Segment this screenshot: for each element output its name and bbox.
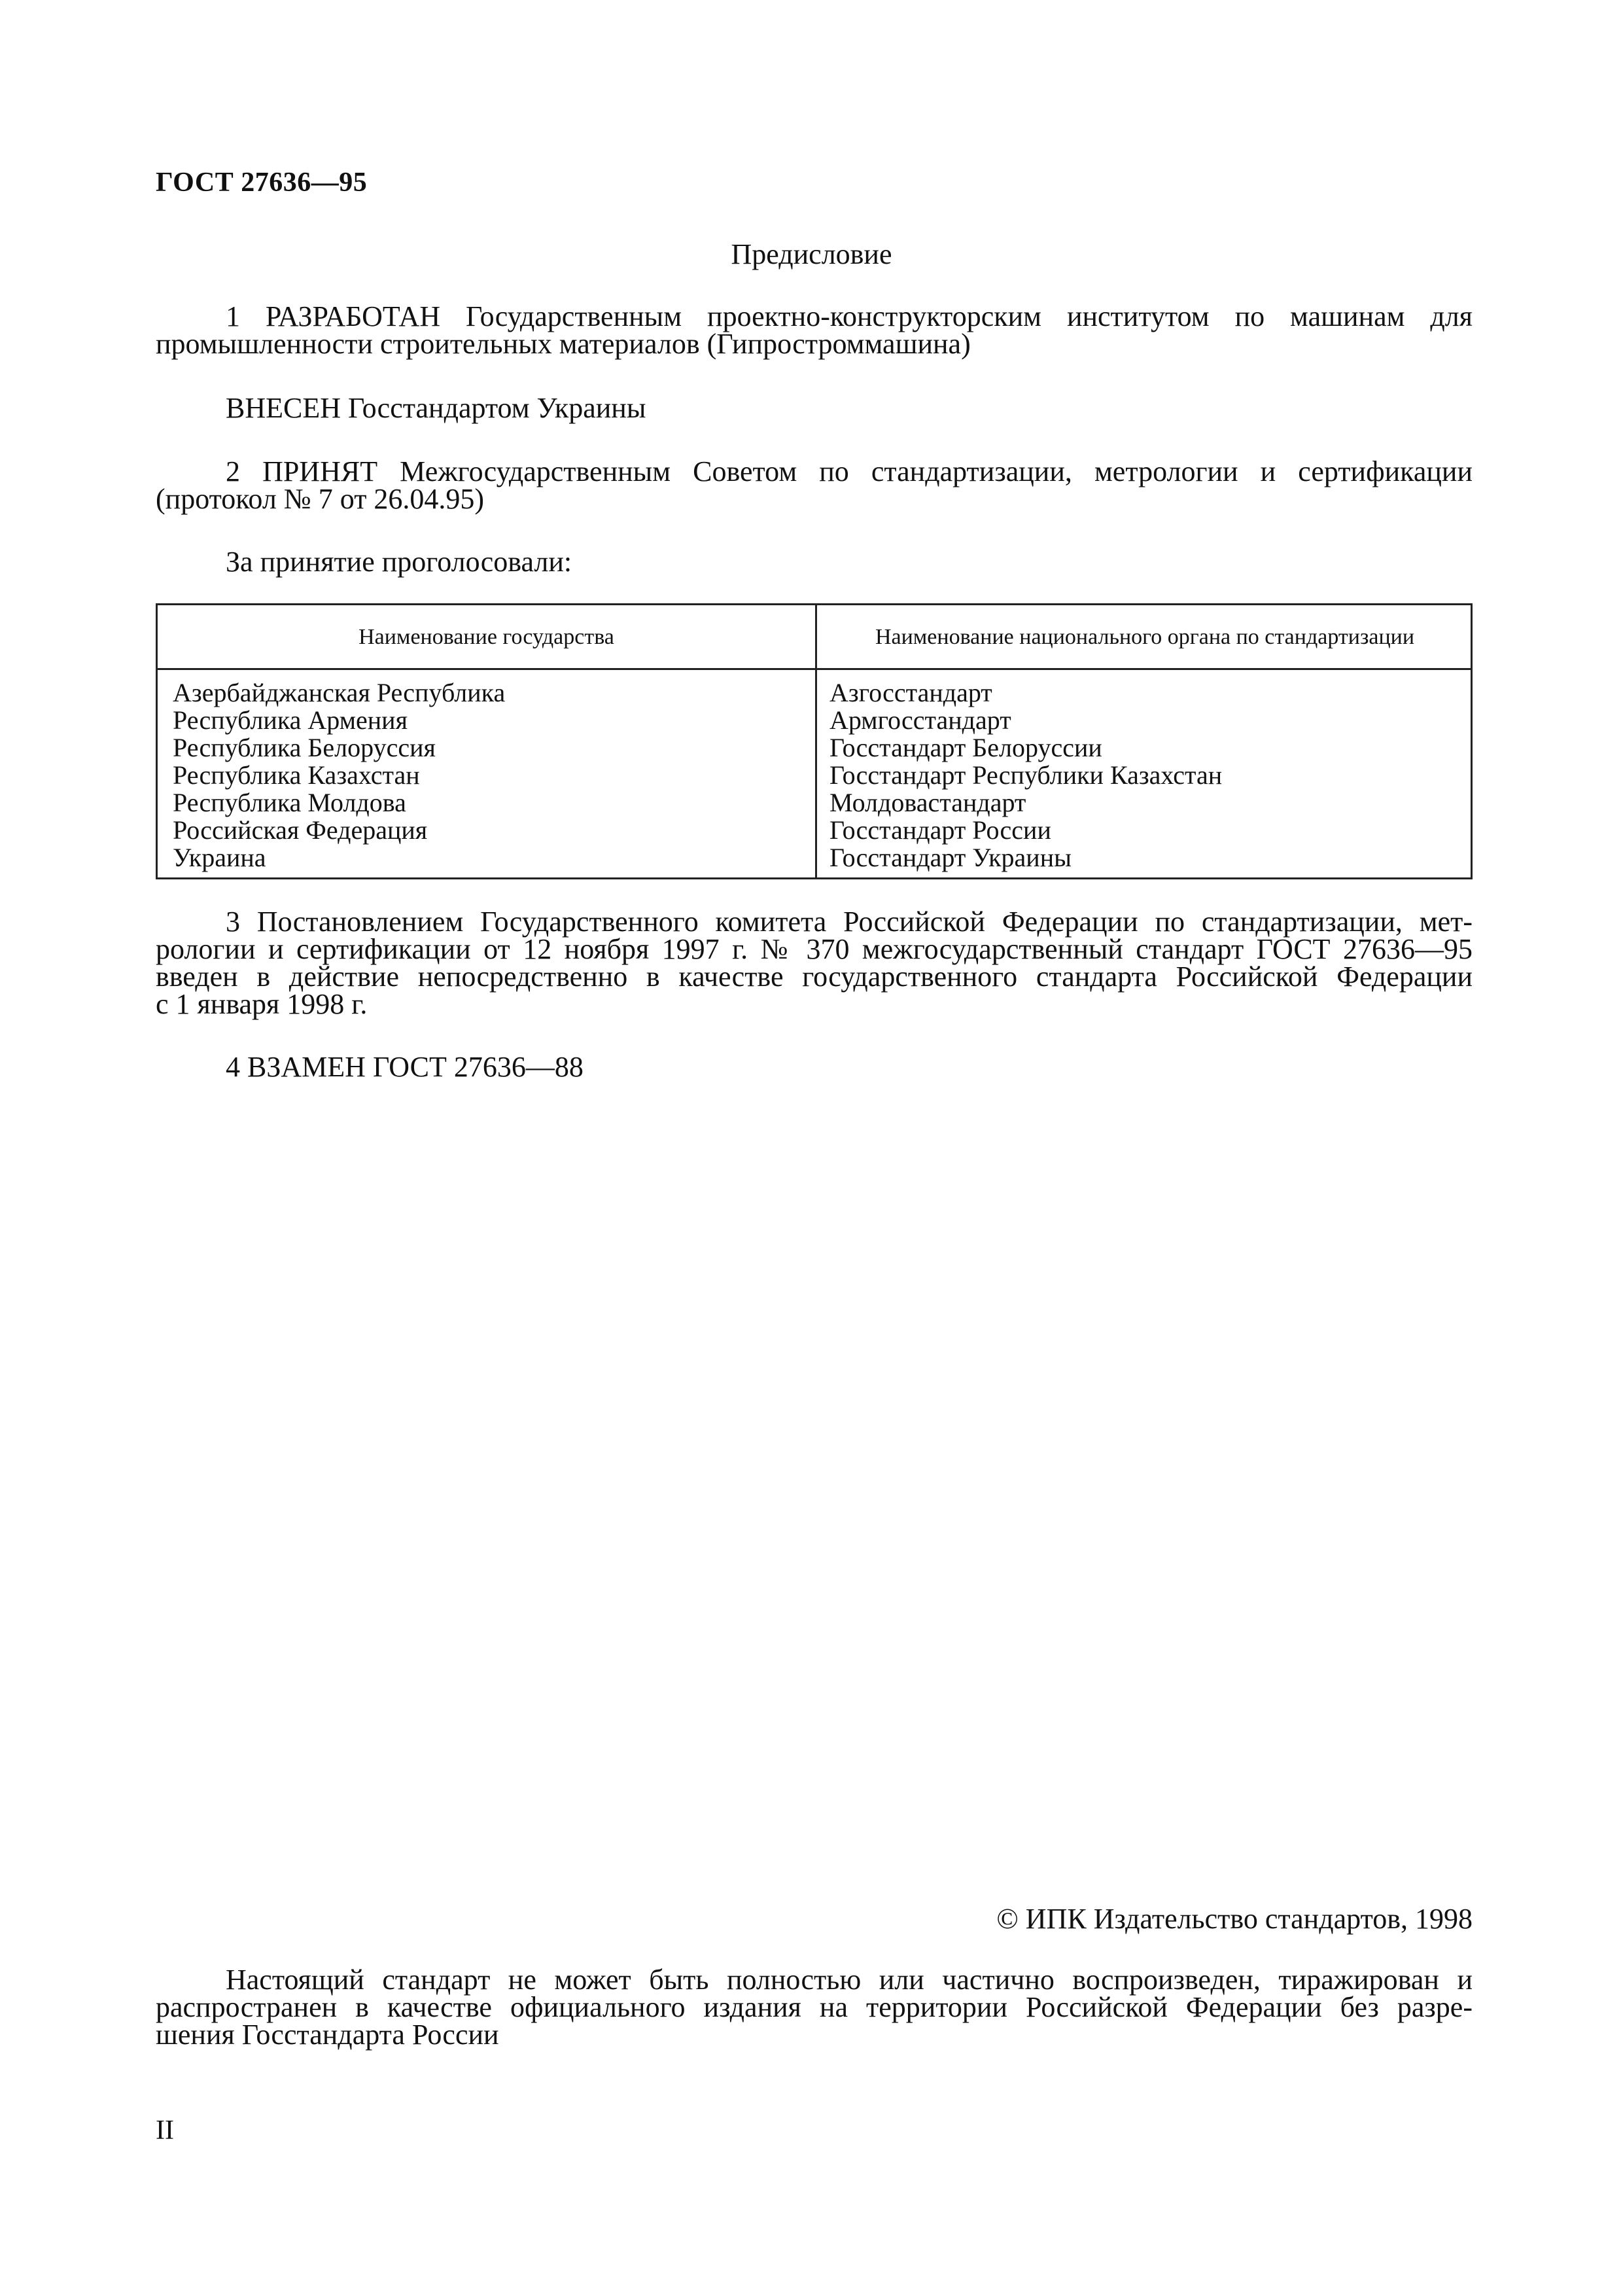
copyright-notice: © ИПК Издательство стандартов, 1998 xyxy=(996,1903,1473,1935)
reproduction-notice xyxy=(156,1966,1473,2049)
paragraph-line: 2 ПРИНЯТ Межгосударственным Советом по стандартизации, метрологии и сертификации xyxy=(226,455,1473,487)
table-cell-standards-body: Госстандарт Республики Казахстан xyxy=(829,760,1223,790)
paragraph-voted: За принятие проголосовали: xyxy=(226,546,572,578)
table-cell-state: Российская Федерация xyxy=(173,815,428,845)
table-cell-standards-body: Армгосстандарт xyxy=(829,705,1011,735)
paragraph-line: с 1 января 1998 г. xyxy=(156,988,368,1020)
paragraph-line: промышленности строительных материалов (Гипростроммашина) xyxy=(156,328,971,360)
paragraph-line: 1 РАЗРАБОТАН Государственным проектно-конструкторским институтом по машинам для xyxy=(226,300,1473,332)
table-cell-state: Республика Армения xyxy=(173,705,408,735)
document-code: ГОСТ 27636—95 xyxy=(156,168,368,198)
paragraph-line: Настоящий стандарт не может быть полностью или частично воспроизведен, тиражирован и xyxy=(226,1964,1473,1996)
table-cell-standards-body: Молдовастандарт xyxy=(829,788,1026,817)
paragraph-line: рологии и сертификации от 12 ноября 1997 г. № 370 межгосударственный стандарт ГОСТ 27636—95 xyxy=(156,933,1473,965)
paragraph-line: распространен в качестве официального издания на территории Российской Федерации без разре- xyxy=(156,1991,1473,2023)
paragraph-replaces: 4 ВЗАМЕН ГОСТ 27636—88 xyxy=(226,1051,584,1083)
paragraph-line: введен в действие непосредственно в качестве государственного стандарта Российской Федерации xyxy=(156,961,1473,993)
member-states-table xyxy=(156,603,1473,879)
section-title: Предисловие xyxy=(731,238,892,270)
paragraph-enactment xyxy=(156,908,1473,1018)
paragraph-introduced: ВНЕСЕН Госстандартом Украины xyxy=(226,392,646,424)
paragraph-line: 3 Постановлением Государственного комитета Российской Федерации по стандартизации, мет- xyxy=(226,906,1473,938)
table-cell-state: Республика Казахстан xyxy=(173,760,420,790)
table-cell-standards-body: Госстандарт Украины xyxy=(829,843,1072,872)
page-number: II xyxy=(156,2115,174,2146)
paragraph-line: шения Госстандарта России xyxy=(156,2019,499,2051)
paragraph-developed xyxy=(156,300,1473,360)
table-cell-state: Республика Белоруссия xyxy=(173,733,436,762)
paragraph-adopted xyxy=(156,455,1473,515)
table-cell-standards-body: Азгосстандарт xyxy=(829,678,992,707)
table-cell-standards-body: Госстандарт Белоруссии xyxy=(829,733,1102,762)
table-column-states xyxy=(173,679,505,872)
paragraph-line: (протокол № 7 от 26.04.95) xyxy=(156,483,485,515)
table-header-state: Наименование государства xyxy=(358,625,614,649)
table-cell-standards-body: Госстандарт России xyxy=(829,815,1051,845)
table-header-divider xyxy=(158,668,1471,670)
table-cell-state: Республика Молдова xyxy=(173,788,406,817)
table-column-standards-bodies xyxy=(829,679,1222,872)
table-cell-state: Азербайджанская Республика xyxy=(173,678,506,707)
table-cell-state: Украина xyxy=(173,843,266,872)
table-header-standards-body: Наименование национального органа по стандартизации xyxy=(875,625,1415,649)
